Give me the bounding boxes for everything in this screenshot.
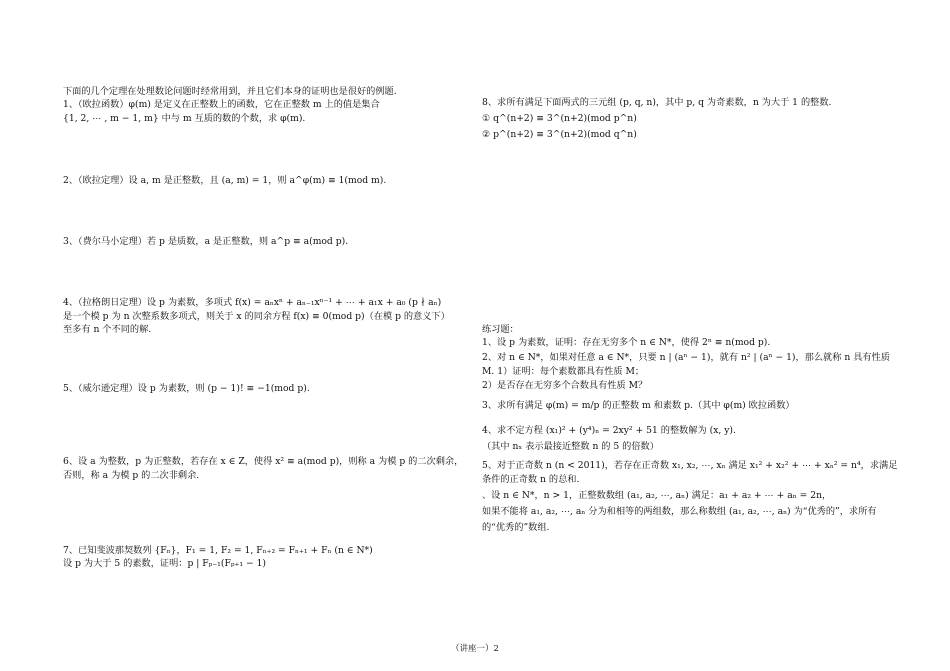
exercise-6-line-3: 的“优秀的”数组. — [482, 522, 550, 533]
exercise-3: 3、求所有满足 φ(m) = m/p 的正整数 m 和素数 p.（其中 φ(m) 欧拉函数） — [482, 400, 795, 411]
problem-1-line-2: {1, 2, ⋯ , m − 1, m} 中与 m 互质的数的个数，求 φ(m). — [63, 113, 306, 124]
exercise-5-line-1: 5、对于正奇数 n (n < 2011)，若存在正奇数 x₁, x₂, ⋯, xₙ 满足 x₁² + x₂² + ⋯ + xₙ² = n⁴，求满足 — [482, 460, 898, 471]
exercise-4-line-2: （其中 nₓ 表示最接近整数 n 的 5 的倍数） — [482, 441, 659, 452]
problem-6-line-2: 否则，称 a 为模 p 的二次非剩余. — [63, 470, 200, 481]
problem-3: 3、（费尔马小定理）若 p 是质数，a 是正整数，则 a^p ≡ a(mod p). — [63, 236, 349, 247]
problem-7-line-1: 7、已知斐波那契数列 {Fₙ}，F₁ = 1, F₂ = 1, Fₙ₊₂ = Fₙ₊₁ + Fₙ (n ∈ N*) — [63, 545, 373, 556]
problem-2: 2、（欧拉定理）设 a, m 是正整数，且 (a, m) = 1，则 a^φ(m) ≡ 1(mod m). — [63, 175, 387, 186]
exercises-title: 练习题： — [482, 324, 519, 335]
intro-text: 下面的几个定理在处理数论问题时经常用到，并且它们本身的证明也是很好的例题. — [63, 86, 397, 97]
page-footer: （讲座一）2 — [451, 644, 499, 654]
problem-4-line-2: 是一个模 p 为 n 次整系数多项式，则关于 x 的同余方程 f(x) ≡ 0(mod p)（在模 p 的意义下） — [63, 311, 450, 322]
problem-7-line-2: 设 p 为大于 5 的素数，证明：p | Fₚ₋₁(Fₚ₊₁ − 1) — [63, 558, 267, 569]
exercise-2-line-2: M. 1）证明：每个素数都具有性质 M； — [482, 366, 645, 377]
problem-4-line-3: 至多有 n 个不同的解. — [63, 324, 152, 335]
problem-8-line-2: ① q^(n+2) ≡ 3^(n+2)(mod p^n) — [482, 113, 637, 124]
exercise-6-line-2: 如果不能将 a₁, a₂, ⋯, aₙ 分为和相等的两组数，那么称数组 (a₁, a₂, ⋯, aₙ) 为“优秀的”，求所有 — [482, 506, 877, 517]
problem-1-line-1: 1、（欧拉函数）φ(m) 是定义在正整数上的函数，它在正整数 m 上的值是集合 — [63, 99, 380, 110]
exercise-1: 1、设 p 为素数，证明：存在无穷多个 n ∈ N*，使得 2ⁿ ≡ n(mod p). — [482, 337, 771, 348]
problem-8-line-1: 8、求所有满足下面两式的三元组 (p, q, n)，其中 p, q 为奇素数，n 为大于 1 的整数. — [482, 97, 832, 108]
exercise-4-line-1: 4、求不定方程 (x₁)² + (y⁴)ₙ = 2xy² + 51 的整数解为 (x, y). — [482, 425, 736, 436]
exercise-5-line-2: 条件的正奇数 n 的总和. — [482, 474, 580, 485]
problem-5: 5、（威尔逊定理）设 p 为素数，则 (p − 1)! ≡ −1(mod p). — [63, 383, 310, 394]
exercise-2-line-1: 2、对 n ∈ N*，如果对任意 a ∈ N*，只要 n | (aⁿ − 1)，就有 n² | (aⁿ − 1)，那么就称 n 具有性质 — [482, 352, 890, 363]
exercise-2-line-3: 2）是否存在无穷多个合数具有性质 M？ — [482, 380, 648, 391]
problem-4-line-1: 4、（拉格朗日定理）设 p 为素数，多项式 f(x) = aₙxⁿ + aₙ₋₁xⁿ⁻¹ + ⋯ + a₁x + a₀ (p ∤ aₙ) — [63, 297, 442, 308]
exercise-6-line-1: 、设 n ∈ N*，n > 1，正整数数组 (a₁, a₂, ⋯, aₙ) 满足：a₁ + a₂ + ⋯ + aₙ = 2n， — [482, 490, 832, 501]
problem-6-line-1: 6、设 a 为整数，p 为正整数，若存在 x ∈ Z，使得 x² ≡ a(mod p)，则称 a 为模 p 的二次剩余， — [63, 456, 464, 467]
problem-8-line-3: ② p^(n+2) ≡ 3^(n+2)(mod q^n) — [482, 129, 637, 140]
